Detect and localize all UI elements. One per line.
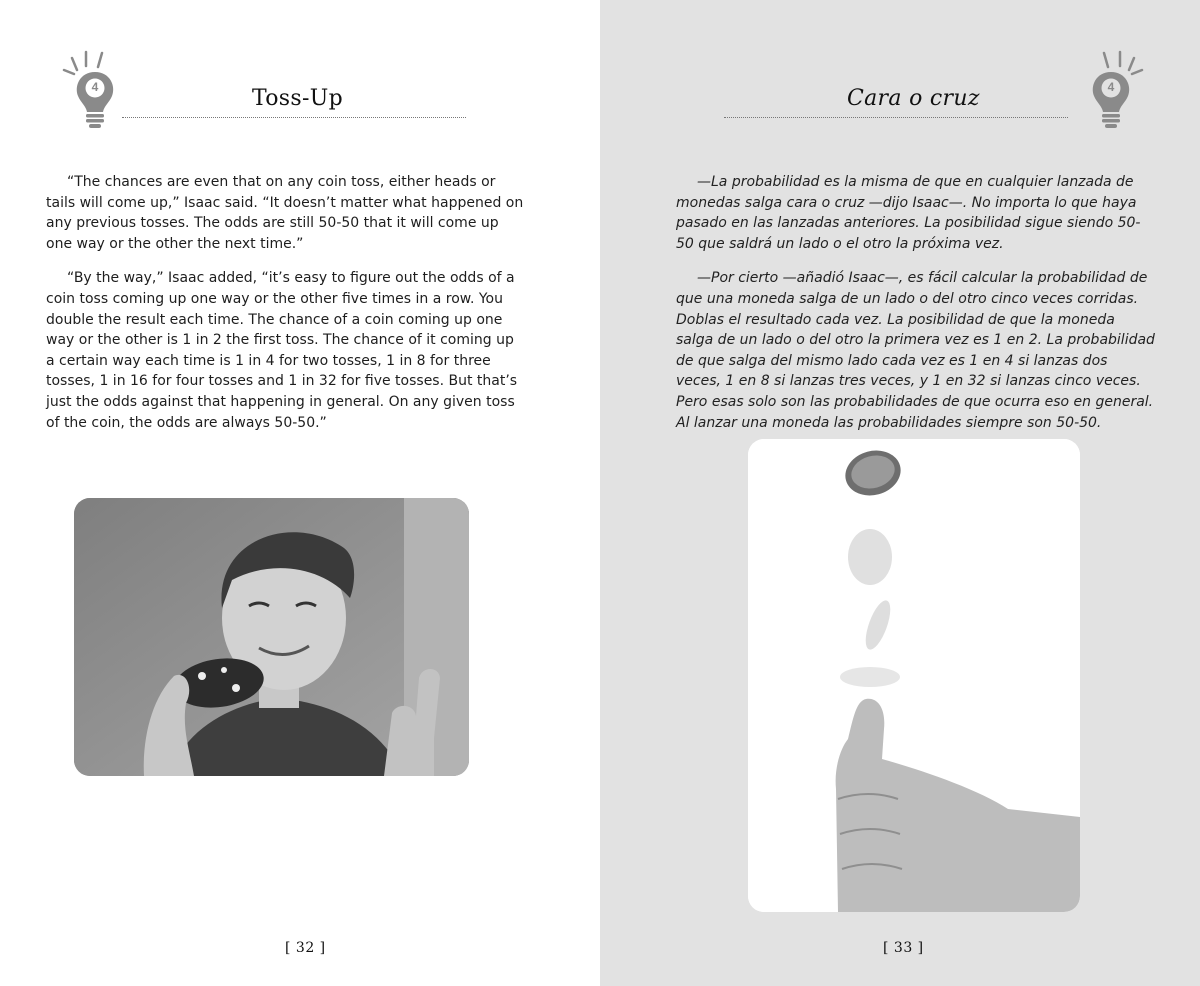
paragraph: —La probabilidad es la misma de que en cualquier lanzada de monedas salga cara o cruz —dijo Isaac—. No importa lo que haya pasado en las lanzadas anteriores. La posibilidad sigue siendo 50-50 que saldrá un lado o el otro la próxima vez. bbox=[676, 174, 1141, 252]
paragraph: “The chances are even that on any coin toss, either heads or tails will come up,” Isaac said. “It doesn’t matter what happened on any previous tosses. The odds are still 50-50 that it will come up one way or the other the next time.” bbox=[46, 174, 524, 252]
page-title: Cara o cruz bbox=[847, 86, 980, 111]
page-number: [ 33 ] bbox=[883, 940, 924, 956]
title-divider bbox=[122, 117, 466, 118]
page-number: [ 32 ] bbox=[285, 940, 326, 956]
chapter-number: 4 bbox=[91, 80, 99, 94]
chapter-number: 4 bbox=[1107, 80, 1115, 94]
paragraph: —Por cierto —añadió Isaac—, es fácil calcular la probabilidad de que una moneda salga de un lado o del otro cinco veces corridas. Doblas el resultado cada vez. La posibilidad de que la moneda salga de un lado o del otro la primera vez es 1 en 2. La probabilidad de que salga del mismo lado cada vez es 1 en 4 si lanzas dos veces, 1 en 8 si lanzas tres veces, y 1 en 32 si lanzas cinco veces. Pero esas solo son las probabilidades de que ocurra eso en general. Al lanzar una moneda las probabilidades siempre son 50-50. bbox=[676, 270, 1155, 431]
thumb-flipping-coin-photo bbox=[748, 439, 1080, 912]
body-text bbox=[46, 172, 526, 447]
page-title: Toss-Up bbox=[252, 86, 343, 111]
paragraph: “By the way,” Isaac added, “it’s easy to figure out the odds of a coin toss coming up one way or the other five times in a row. You double the result each time. The chance of a coin coming up one way or the other is 1 in 2 the first toss. The chance of it coming up a certain way each time is 1 in 4 for two tosses, 1 in 8 for three tosses, 1 in 16 for four tosses and 1 in 32 for five tosses. But that’s just the odds against that happening in general. On any given toss of the coin, the odds are always 50-50.” bbox=[46, 270, 518, 431]
title-divider bbox=[724, 117, 1068, 118]
right-page bbox=[600, 0, 1200, 986]
body-text bbox=[676, 172, 1156, 447]
boy-holding-cookie-thumbs-up-photo bbox=[74, 498, 469, 776]
